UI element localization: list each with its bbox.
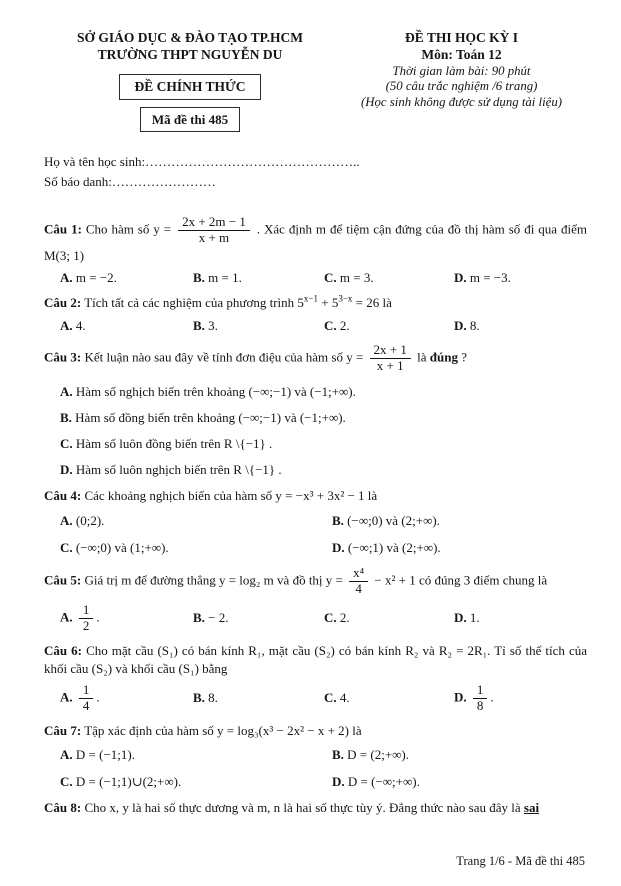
question-4-label: Câu 4: bbox=[44, 488, 82, 504]
student-id-line: Số báo danh:…………………… bbox=[44, 173, 216, 189]
q5-option-d-label: D. bbox=[454, 610, 467, 626]
question-5-label: Câu 5: bbox=[44, 572, 82, 588]
question-5-statement bbox=[44, 565, 587, 598]
q6-option-d bbox=[454, 682, 587, 715]
q6-option-d-fraction bbox=[473, 683, 488, 714]
header-right-block bbox=[336, 30, 587, 132]
q7-option-d bbox=[332, 773, 587, 791]
q1-option-b-value: m = 1. bbox=[208, 270, 242, 286]
q4-option-a-value: (0;2). bbox=[75, 512, 105, 528]
question-7-label: Câu 7: bbox=[44, 722, 82, 738]
q2-option-d-value: 8. bbox=[469, 317, 480, 333]
q2-option-d-label: D. bbox=[454, 317, 467, 333]
question-6-label: Câu 6: bbox=[44, 642, 83, 658]
q5-option-a-denominator: 2 bbox=[82, 617, 90, 633]
q4-option-a bbox=[60, 512, 332, 530]
q7-option-d-value: D = (−∞;+∞). bbox=[347, 774, 420, 790]
q1-option-a-value: m = −2. bbox=[75, 270, 117, 286]
q6-option-d-numerator: 1 bbox=[473, 683, 488, 699]
q1-option-c-label: C. bbox=[324, 270, 337, 286]
q1-option-c bbox=[324, 269, 454, 287]
q2-option-b bbox=[193, 317, 324, 335]
q7-option-a bbox=[60, 746, 332, 764]
q7-option-c-value: D = (−1;1)∪(2;+∞). bbox=[75, 774, 182, 790]
q4-text: Các khoảng nghịch biến của hàm số y = −x³ + 3x² − 1 là bbox=[81, 488, 378, 504]
q5-option-b-label: B. bbox=[193, 610, 205, 626]
q1-option-b bbox=[193, 269, 324, 287]
q3-fraction bbox=[370, 343, 411, 374]
q3-option-c-label: C. bbox=[60, 435, 73, 451]
q3-option-a-label: A. bbox=[60, 383, 73, 399]
q5-option-c-value: 2. bbox=[339, 610, 350, 626]
q1-option-a bbox=[60, 269, 193, 287]
q2-exponent-1: x−1 bbox=[303, 294, 318, 305]
q2-option-d bbox=[454, 317, 587, 335]
q2-option-b-label: B. bbox=[193, 317, 205, 333]
q2-option-c-value: 2. bbox=[339, 317, 350, 333]
question-3-options bbox=[44, 383, 587, 480]
question-3-label: Câu 3: bbox=[44, 349, 82, 365]
q5-option-d-value: 1. bbox=[469, 610, 480, 626]
question-6-options bbox=[44, 682, 587, 715]
q3-fraction-denominator: x + 1 bbox=[376, 357, 404, 373]
q4-option-c bbox=[60, 539, 332, 557]
question-3-statement bbox=[44, 342, 587, 375]
header-boxes bbox=[44, 74, 336, 132]
q6-option-c-label: C. bbox=[324, 690, 337, 706]
q3-option-d bbox=[60, 461, 587, 479]
q5-option-a-suffix: . bbox=[96, 609, 100, 625]
q2-option-c bbox=[324, 317, 454, 335]
q5-fraction-numerator: x⁴ bbox=[349, 566, 368, 582]
q6-option-a bbox=[60, 682, 193, 715]
q6-option-d-label: D. bbox=[454, 689, 467, 705]
q4-option-c-label: C. bbox=[60, 539, 73, 555]
q5-option-d bbox=[454, 609, 587, 627]
q1-fraction-numerator: 2x + 2m − 1 bbox=[178, 215, 250, 231]
question-5-options bbox=[44, 602, 587, 635]
q4-option-d-label: D. bbox=[332, 539, 345, 555]
q1-option-b-label: B. bbox=[193, 270, 205, 286]
q3-option-d-label: D. bbox=[60, 462, 73, 478]
q4-option-a-label: A. bbox=[60, 512, 73, 528]
q5-text-post: − x² + 1 có đúng 3 điểm chung là bbox=[371, 572, 548, 588]
q2-exponent-2: 3−x bbox=[338, 294, 353, 305]
q8-emphasis-sai: sai bbox=[523, 800, 540, 816]
q1-option-d bbox=[454, 269, 587, 287]
q5-fraction-denominator: 4 bbox=[355, 580, 362, 596]
q5-option-b bbox=[193, 609, 324, 627]
q3-text-pre: Kết luận nào sau đây về tính đơn điệu của hàm số y = bbox=[81, 349, 367, 365]
q2-option-a bbox=[60, 317, 193, 335]
q1-option-d-value: m = −3. bbox=[469, 270, 511, 286]
q7-option-b-value: D = (2;+∞). bbox=[347, 747, 410, 763]
q6-option-b-label: B. bbox=[193, 690, 205, 706]
department-name: SỞ GIÁO DỤC & ĐÀO TẠO TP.HCM bbox=[77, 30, 303, 45]
exam-header bbox=[44, 30, 587, 132]
q1-option-d-label: D. bbox=[454, 270, 467, 286]
page-footer: Trang 1/6 - Mã đề thi 485 bbox=[456, 853, 585, 868]
q4-option-d bbox=[332, 539, 587, 557]
q6-option-a-denominator: 4 bbox=[82, 697, 90, 713]
q7-option-c bbox=[60, 773, 332, 791]
q2-option-a-value: 4. bbox=[75, 317, 86, 333]
student-info bbox=[44, 152, 587, 192]
q3-text-mid: là bbox=[413, 349, 430, 365]
q1-fraction-denominator: x + m bbox=[198, 230, 230, 246]
q5-option-c bbox=[324, 609, 454, 627]
q3-option-d-value: Hàm số luôn nghịch biến trên R \{−1} . bbox=[75, 462, 282, 478]
exam-code-box: Mã đề thi 485 bbox=[140, 107, 240, 132]
q6-option-b bbox=[193, 689, 324, 707]
question-2-statement bbox=[44, 294, 587, 312]
q1-text-post: . Xác định m để tiệm cận đứng của đồ thị hàm số đi qua điểm M(3; 1) bbox=[44, 221, 587, 263]
materials-line: (Học sinh không được sử dụng tài liệu) bbox=[361, 94, 562, 109]
q1-option-c-value: m = 3. bbox=[339, 270, 374, 286]
q4-option-c-value: (−∞;0) và (1;+∞). bbox=[75, 539, 169, 555]
question-4-statement bbox=[44, 487, 587, 505]
q5-option-c-label: C. bbox=[324, 610, 337, 626]
question-8-label: Câu 8: bbox=[44, 800, 82, 816]
q6-option-c bbox=[324, 689, 454, 707]
q6-option-d-suffix: . bbox=[490, 689, 494, 705]
q6-option-a-label: A. bbox=[60, 689, 73, 705]
q3-option-b-label: B. bbox=[60, 409, 72, 425]
student-name-line: Họ và tên học sinh:………………………………………….. bbox=[44, 153, 360, 169]
q5-option-a-fraction bbox=[79, 603, 94, 634]
q4-option-d-value: (−∞;1) và (2;+∞). bbox=[347, 539, 441, 555]
q6-option-b-value: 8. bbox=[208, 690, 218, 706]
q6-option-a-numerator: 1 bbox=[79, 683, 94, 699]
q7-option-b bbox=[332, 746, 587, 764]
q3-option-b bbox=[60, 409, 587, 427]
question-6-statement bbox=[44, 642, 587, 678]
question-1-options bbox=[44, 269, 587, 287]
school-name: TRƯỜNG THPT NGUYỄN DU bbox=[97, 46, 283, 62]
q5-option-a bbox=[60, 602, 193, 635]
question-2-label: Câu 2: bbox=[44, 295, 82, 311]
q5-option-a-numerator: 1 bbox=[79, 603, 94, 619]
q2-option-b-value: 3. bbox=[208, 317, 218, 333]
q2-base-1: 5 bbox=[297, 295, 304, 311]
q7-option-a-value: D = (−1;1). bbox=[75, 747, 135, 763]
q1-fraction bbox=[178, 215, 250, 246]
q2-option-c-label: C. bbox=[324, 317, 337, 333]
q6-option-a-fraction bbox=[79, 683, 94, 714]
q2-mid: + 5 bbox=[317, 295, 339, 311]
q5-option-a-label: A. bbox=[60, 609, 73, 625]
q4-option-b bbox=[332, 512, 587, 530]
q7-text: Tập xác định của hàm số y = log₃(x³ − 2x² − x + 2) là bbox=[81, 722, 362, 738]
q5-option-b-value: − 2. bbox=[208, 610, 229, 626]
official-exam-box: ĐỀ CHÍNH THỨC bbox=[119, 74, 260, 100]
subject-line: Môn: Toán 12 bbox=[421, 46, 502, 62]
q6-option-c-value: 4. bbox=[339, 690, 350, 706]
q7-option-b-label: B. bbox=[332, 747, 344, 763]
exam-title: ĐỀ THI HỌC KỲ I bbox=[404, 30, 519, 45]
q6-option-a-suffix: . bbox=[96, 689, 100, 705]
q8-text-pre: Cho x, y là hai số thực dương và m, n là hai số thực tùy ý. Đẳng thức nào sau đây là bbox=[81, 800, 524, 816]
question-4-options bbox=[44, 512, 587, 557]
q3-option-a bbox=[60, 383, 587, 401]
q3-emphasis-dung: đúng bbox=[429, 349, 458, 365]
q1-option-a-label: A. bbox=[60, 270, 73, 286]
format-line: (50 câu trắc nghiệm /6 trang) bbox=[385, 79, 538, 94]
q3-option-b-value: Hàm số đồng biến trên khoảng (−∞;−1) và (−1;+∞). bbox=[75, 409, 346, 425]
question-7-options bbox=[44, 746, 587, 791]
q2-tail: = 26 là bbox=[352, 295, 392, 311]
question-7-statement bbox=[44, 722, 587, 740]
q3-option-c bbox=[60, 435, 587, 453]
q6-option-d-denominator: 8 bbox=[476, 697, 484, 713]
q5-text-pre: Giá trị m để đường thẳng y = log₂ m và đồ thị y = bbox=[81, 572, 347, 588]
q3-option-c-value: Hàm số luôn đồng biến trên R \{−1} . bbox=[75, 435, 273, 451]
header-left-block bbox=[44, 30, 336, 132]
q2-option-a-label: A. bbox=[60, 317, 73, 333]
q2-text-pre: Tích tất cả các nghiệm của phương trình bbox=[81, 295, 298, 311]
q4-option-b-value: (−∞;0) và (2;+∞). bbox=[347, 512, 440, 528]
q3-fraction-numerator: 2x + 1 bbox=[370, 343, 411, 359]
q3-option-a-value: Hàm số nghịch biến trên khoảng (−∞;−1) và (−1;+∞). bbox=[75, 383, 356, 399]
question-2-options bbox=[44, 317, 587, 335]
q3-text-tail: ? bbox=[457, 349, 468, 365]
q5-fraction bbox=[349, 566, 368, 597]
q7-option-d-label: D. bbox=[332, 774, 345, 790]
q7-option-a-label: A. bbox=[60, 747, 73, 763]
q4-option-b-label: B. bbox=[332, 512, 344, 528]
question-1-label: Câu 1: bbox=[44, 221, 82, 237]
duration-line: Thời gian làm bài: 90 phút bbox=[392, 63, 531, 78]
q1-text-pre: Cho hàm số y = bbox=[81, 221, 176, 237]
q7-option-c-label: C. bbox=[60, 774, 73, 790]
question-1-statement bbox=[44, 214, 587, 265]
q6-text: Cho mặt cầu (S₁) có bán kính R₁, mặt cầu (S₂) có bán kính R₂ và R₂ = 2R₁. Tỉ số thể tích của khối cầu (S₂) và khối cầu (S₁) bằng bbox=[44, 642, 587, 676]
question-8-statement bbox=[44, 799, 587, 817]
